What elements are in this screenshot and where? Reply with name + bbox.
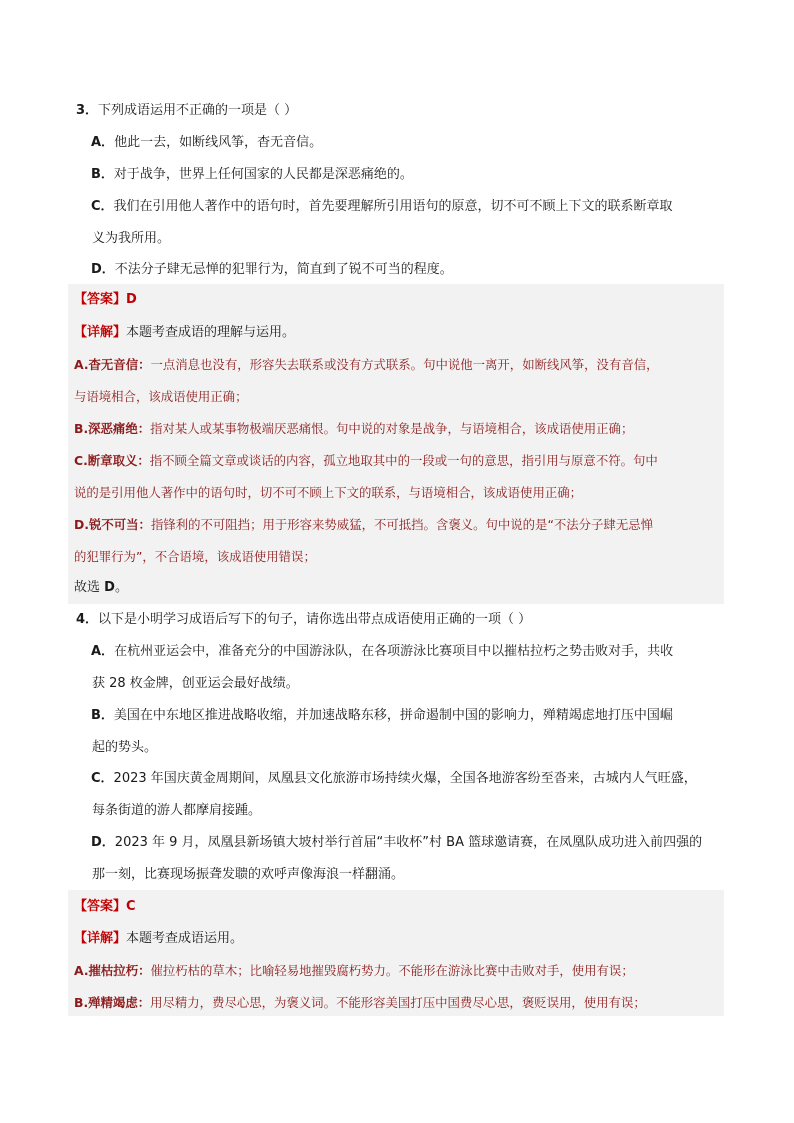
option-label: A．: [91, 135, 115, 150]
answer-line: [74, 899, 722, 915]
detail-tag: 【详解】: [74, 931, 127, 946]
q4-option-a-continued: 获 28 枚金牌，创亚运会最好战绩。: [92, 676, 299, 691]
option-text: 2023 年国庆黄金周期间，凤凰县文化旅游市场持续火爆，全国各地游客纷至沓来，古城内人气旺盛，: [113, 771, 697, 786]
answer-value: C: [126, 899, 136, 914]
detail-line: 的犯罪行为”，不合语境，该成语使用错误；: [74, 549, 316, 564]
q3-option-b: [91, 167, 731, 183]
detail-intro: 本题考查成语的理解与运用。: [126, 325, 296, 340]
detail-line: A.摧枯拉朽：催拉朽枯的草木；比喻轻易地摧毁腐朽势力。不能形在游泳比赛中击败对手，使用有误；: [74, 963, 634, 978]
option-text: 在杭州亚运会中，准备充分的中国游泳队，在各项游泳比赛项目中以摧枯拉朽之势击败对手，共收: [114, 644, 674, 659]
question-number: 3．: [76, 103, 99, 118]
q4-option-c-continued: 每条街道的游人都摩肩接踵。: [92, 803, 262, 818]
q4-option-a: [91, 644, 731, 660]
answer-tag: 【答案】: [74, 292, 127, 307]
option-label: C．: [91, 199, 114, 214]
detail-intro-line: [74, 325, 722, 341]
q3-option-c: [91, 199, 731, 215]
conclusion-line: 故选 D。: [74, 580, 128, 595]
question-4-stem: [76, 612, 736, 628]
question-3-stem: [76, 103, 736, 119]
q3-option-c-continued: 义为我所用。: [92, 231, 171, 246]
q4-option-d: [91, 835, 731, 851]
detail-line: 说的是引用他人著作中的语句时，切不可不顾上下文的联系，与语境相合，该成语使用正确；: [74, 485, 583, 500]
option-label: C．: [91, 771, 114, 786]
q4-option-d-continued: 那一刻，比赛现场振聋发聩的欢呼声像海浪一样翻涌。: [92, 867, 405, 882]
q4-option-c: [91, 771, 731, 787]
option-text: 2023 年 9 月，凤凰县新场镇大坡村举行首届“丰收杯”村 BA 篮球邀请赛，在凤凰队成功进入前四强的: [114, 835, 703, 850]
question-text: 下列成语运用不正确的一项是（ ）: [98, 103, 298, 118]
answer-tag: 【答案】: [74, 899, 127, 914]
q3-option-a: [91, 135, 731, 151]
option-label: A．: [91, 644, 115, 659]
option-text: 他此一去，如断线风筝，杳无音信。: [114, 135, 323, 150]
detail-line: A.杳无音信：一点消息也没有，形容失去联系或没有方式联系。句中说他一离开，如断线风筝，没有音信，: [74, 357, 659, 372]
option-label: D．: [91, 835, 115, 850]
q4-option-b-continued: 起的势头。: [92, 740, 158, 755]
detail-line: D.锐不可当：指锋利的不可阻挡；用于形容来势威猛，不可抵挡。含褒义。句中说的是“不法分子肆无忌惮: [74, 517, 653, 532]
answer-line: [74, 292, 722, 308]
option-label: D．: [91, 262, 115, 277]
question-number: 4．: [76, 612, 99, 627]
q3-option-d: [91, 262, 731, 278]
option-text: 对于战争，世界上任何国家的人民都是深恶痛绝的。: [113, 167, 413, 182]
option-text: 美国在中东地区推进战略收缩，并加速战略东移，拼命遏制中国的影响力，殚精竭虑地打压中国崛: [113, 708, 673, 723]
detail-line: B.深恶痛绝：指对某人或某事物极端厌恶痛恨。句中说的对象是战争，与语境相合，该成语使用正确；: [74, 421, 634, 436]
option-label: B．: [91, 167, 114, 182]
detail-line: C.断章取义：指不顾全篇文章或谈话的内容，孤立地取其中的一段或一句的意思，指引用与原意不符。句中: [74, 453, 658, 468]
detail-line: 与语境相合，该成语使用正确；: [74, 389, 248, 404]
option-text: 不法分子肆无忌惮的犯罪行为，简直到了锐不可当的程度。: [114, 262, 453, 277]
question-text: 以下是小明学习成语后写下的句子，请你选出带点成语使用正确的一项（ ）: [98, 612, 532, 627]
option-text: 我们在引用他人著作中的语句时，首先要理解所引用语句的原意，切不可不顾上下文的联系断章取: [113, 199, 673, 214]
q4-answer-block: [68, 890, 724, 1016]
q4-option-b: [91, 708, 731, 724]
q3-answer-block: [68, 284, 724, 604]
detail-tag: 【详解】: [74, 325, 127, 340]
option-label: B．: [91, 708, 114, 723]
detail-intro-line: [74, 931, 722, 947]
answer-value: D: [126, 292, 137, 307]
detail-line: B.殚精竭虑：用尽精力，费尽心思，为褒义词。不能形容美国打压中国费尽心思，褒贬误用，使用有误；: [74, 995, 646, 1010]
detail-intro: 本题考查成语运用。: [126, 931, 244, 946]
